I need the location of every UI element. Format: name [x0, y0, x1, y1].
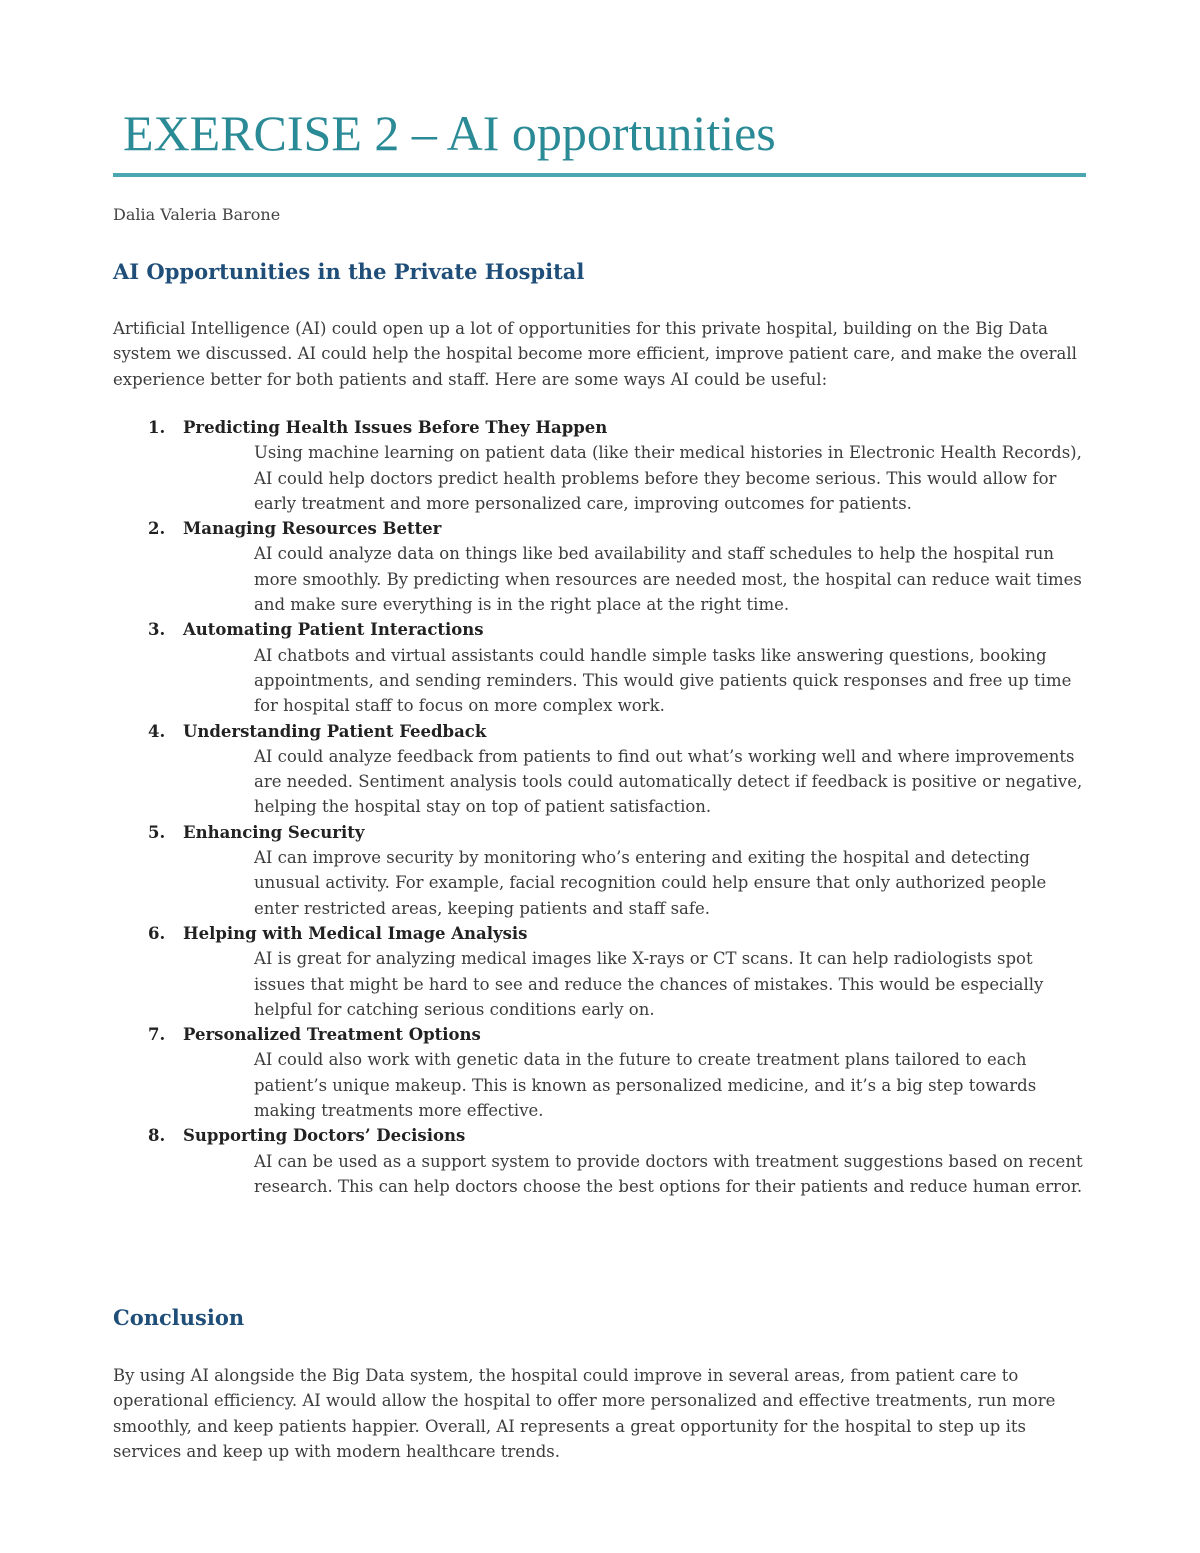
list-item-title: Managing Resources Better — [183, 519, 442, 539]
list-item-title: Enhancing Security — [183, 822, 365, 842]
list-item-number: 5. — [148, 822, 166, 842]
list-item-number: 1. — [148, 418, 166, 437]
list-item-description: AI could also work with genetic data in the future to create treatment plans tailored to each patient’s unique makeup. This is known as personalized medicine, and it’s a big step towards making treatments more effective. — [254, 1050, 1037, 1121]
author-name: Dalia Valeria Barone — [113, 205, 281, 224]
list-item — [113, 415, 1086, 516]
opportunities-list — [113, 415, 1086, 1199]
conclusion-heading: Conclusion — [113, 1305, 245, 1330]
list-item — [113, 719, 1086, 820]
list-item-description: AI can be used as a support system to provide doctors with treatment suggestions based on recent research. This can help doctors choose the best options for their patients and reduce human error. — [254, 1151, 1083, 1196]
list-item-number: 8. — [148, 1126, 166, 1146]
list-item-title: Supporting Doctors’ Decisions — [183, 1126, 466, 1146]
list-item-title: Helping with Medical Image Analysis — [183, 923, 528, 943]
list-item-title: Predicting Health Issues Before They Happen — [183, 418, 608, 437]
list-item — [113, 820, 1086, 921]
list-item-number: 2. — [148, 519, 166, 539]
list-item-title: Understanding Patient Feedback — [183, 721, 487, 741]
list-item — [113, 921, 1086, 1022]
intro-paragraph: Artificial Intelligence (AI) could open up a lot of opportunities for this private hospital, building on the Big Data system we discussed. AI could help the hospital become more efficient, improve patient care, and make the overall experience better for both patients and staff. Here are some ways AI could be useful: — [113, 319, 1077, 389]
list-item — [113, 1022, 1086, 1123]
title-underline — [113, 173, 1086, 177]
list-item-description: AI chatbots and virtual assistants could handle simple tasks like answering questions, booking appointments, and sending reminders. This would give patients quick responses and free up time for hospital staff to focus on more complex work. — [254, 645, 1072, 716]
list-item-title: Automating Patient Interactions — [183, 620, 484, 640]
list-item-number: 6. — [148, 923, 166, 943]
list-item-description: AI can improve security by monitoring who’s entering and exiting the hospital and detecting unusual activity. For example, facial recognition could help ensure that only authorized people enter restricted areas, keeping patients and staff safe. — [254, 848, 1047, 918]
list-item-number: 7. — [148, 1025, 166, 1045]
list-item-description: AI could analyze feedback from patients to find out what’s working well and where improvements are needed. Sentiment analysis tools could automatically detect if feedback is positive or negative, helping the hospital stay on top of patient satisfaction. — [254, 746, 1083, 817]
list-item — [113, 617, 1086, 718]
conclusion-paragraph: By using AI alongside the Big Data system, the hospital could improve in several areas, from patient care to operational efficiency. AI would allow the hospital to offer more personalized and effective treatments, run more smoothly, and keep patients happier. Overall, AI represents a great opportunity for the hospital to step up its services and keep up with modern healthcare trends. — [113, 1366, 1056, 1461]
list-item-description: AI is great for analyzing medical images like X-rays or CT scans. It can help radiologists spot issues that might be hard to see and reduce the chances of mistakes. This would be especially helpful for catching serious conditions early on. — [254, 949, 1044, 1019]
list-item-description: Using machine learning on patient data (like their medical histories in Electronic Health Records), AI could help doctors predict health problems before they become serious. This would allow for early treatment and more personalized care, improving outcomes for patients. — [254, 443, 1082, 513]
list-item-number: 4. — [148, 721, 166, 741]
list-item-title: Personalized Treatment Options — [183, 1025, 481, 1045]
list-item-description: AI could analyze data on things like bed availability and staff schedules to help the hospital run more smoothly. By predicting when resources are needed most, the hospital can reduce wait times and make sure everything is in the right place at the right time. — [254, 544, 1082, 615]
document-title: EXERCISE 2 – AI opportunities — [123, 105, 776, 161]
list-item — [113, 1123, 1086, 1199]
list-item — [113, 516, 1086, 617]
list-item-number: 3. — [148, 620, 166, 640]
section-heading: AI Opportunities in the Private Hospital — [113, 259, 585, 284]
